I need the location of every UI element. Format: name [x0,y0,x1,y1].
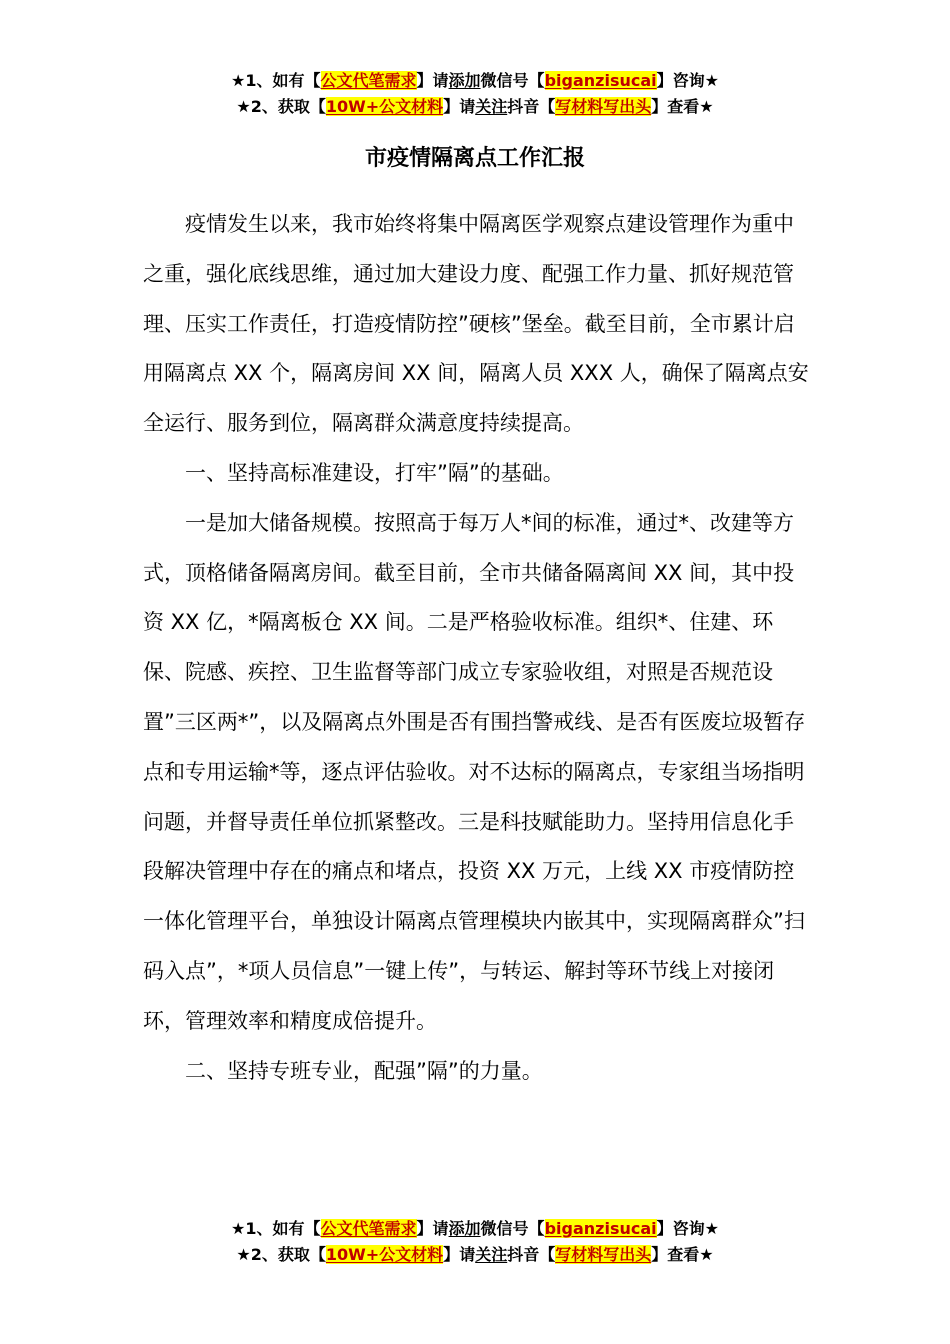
banner-text: 】查看★ [651,97,714,116]
banner-underlined-text: 关注 [475,1245,508,1264]
banner-text: 抖音【 [507,1245,556,1264]
banner-text: 】查看★ [651,1245,714,1264]
section-heading-1: 一、坚持高标准建设，打牢”隔”的基础。 [185,460,564,485]
banner-text: 】请 [416,71,449,90]
banner-underlined-text: 添加 [448,71,481,90]
paragraph-intro: 疫情发生以来，我市始终将集中隔离医学观察点建设管理作为重中之重，强化底线思维，通过加大建设力度、配强工作力量、抓好规范管理、压实工作责任，打造疫情防控”硬核”堡垒。截至目前，全市累计启用隔离点 XX 个，隔离房间 XX 间，隔离人员 XXX 人，确保了隔离点安全运行、服务到位，隔离群众满意度持续提高。 [143,212,809,436]
banner-underlined-text: 添加 [448,1219,481,1238]
banner-text: ★1、如有【 [231,1219,321,1238]
banner-text: 】咨询★ [656,71,719,90]
banner-text: 微信号【 [480,71,545,90]
banner-line-2 [0,1242,950,1268]
footer-banner [0,1216,950,1268]
banner-text: ★1、如有【 [231,71,321,90]
banner-highlight: biganzisucai [544,71,657,90]
banner-highlight: 10W+公文材料 [325,97,444,116]
banner-highlight: 写材料写出头 [555,1245,652,1264]
banner-text: 微信号【 [480,1219,545,1238]
banner-line-2 [0,94,950,120]
banner-highlight: biganzisucai [544,1219,657,1238]
section-heading-2: 二、坚持专班专业，配强”隔”的力量。 [185,1058,543,1083]
banner-highlight: 写材料写出头 [555,97,652,116]
banner-line-1 [0,68,950,94]
banner-text: 】咨询★ [656,1219,719,1238]
header-banner [0,68,950,120]
banner-line-1 [0,1216,950,1242]
document-body [143,200,813,1096]
banner-text: ★2、获取【 [236,97,326,116]
banner-text: 抖音【 [507,97,556,116]
document-title: 市疫情隔离点工作汇报 [364,146,585,171]
banner-text: ★2、获取【 [236,1245,326,1264]
banner-highlight: 公文代笔需求 [320,1219,417,1238]
banner-text: 】请 [416,1219,449,1238]
banner-underlined-text: 关注 [475,97,508,116]
banner-highlight: 10W+公文材料 [325,1245,444,1264]
banner-text: 】请 [443,97,476,116]
banner-text: 】请 [443,1245,476,1264]
banner-highlight: 公文代笔需求 [320,71,417,90]
paragraph-section-1: 一是加大储备规模。按照高于每万人*间的标准，通过*、改建等方式，顶格储备隔离房间。截至目前，全市共储备隔离间 XX 间，其中投资 XX 亿，*隔离板仓 XX 间。二是严格验收标准。组织*、住建、环保、院感、疾控、卫生监督等部门成立专家验收组，对照是否规范设置”三区两*”，以及隔离点外围是否有围挡警戒线、是否有医废垃圾暂存点和专用运输*等，逐点评估验收。对不达标的隔离点，专家组当场指明问题，并督导责任单位抓紧整改。三是科技赋能助力。坚持用信息化手段解决管理中存在的痛点和堵点，投资 XX 万元，上线 XX 市疫情防控一体化管理平台，单独设计隔离点管理模块内嵌其中，实现隔离群众”扫码入点”，*项人员信息”一键上传”，与转运、解封等环节线上对接闭环，管理效率和精度成倍提升。 [143,510,806,1033]
